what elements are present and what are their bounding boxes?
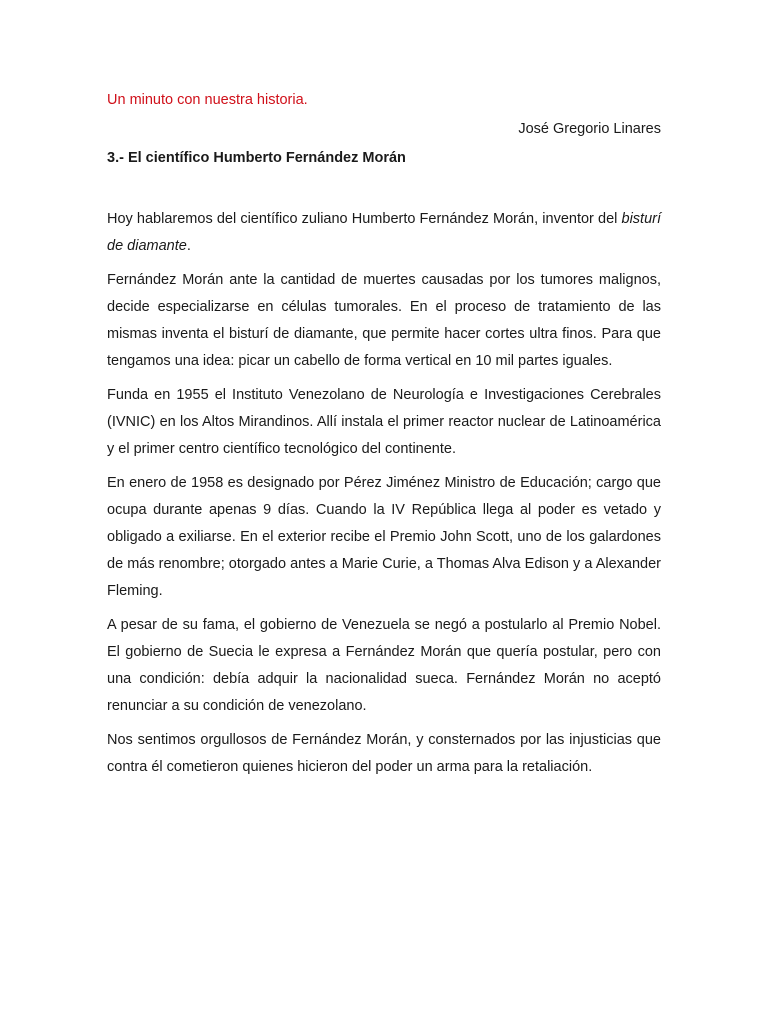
paragraph: Fernández Morán ante la cantidad de muertes causadas por los tumores malignos, decide especializarse en células tumorales. En el proceso de tratamiento de las mismas inventa el bisturí de diamante, que permite hacer cortes ultra finos. Para que tengamos una idea: picar un cabello de forma vertical en 10 mil partes iguales.	[107, 272, 661, 369]
author-name: José Gregorio Linares	[518, 121, 661, 137]
document-page	[107, 88, 661, 788]
article-body	[107, 206, 661, 781]
paragraph: Funda en 1955 el Instituto Venezolano de Neurología e Investigaciones Cerebrales (IVNIC) en los Altos Mirandinos. Allí instala el primer reactor nuclear de Latinoamérica y el primer centro científico tecnológico del continente.	[107, 387, 661, 457]
paragraph: En enero de 1958 es designado por Pérez Jiménez Ministro de Educación; cargo que ocupa durante apenas 9 días. Cuando la IV República llega al poder es vetado y obligado a exiliarse. En el exterior recibe el Premio John Scott, uno de los galardones de más renombre; otorgado antes a Marie Curie, a Thomas Alva Edison y a Alexander Fleming.	[107, 475, 661, 599]
series-title: Un minuto con nuestra historia.	[107, 92, 308, 108]
paragraph: A pesar de su fama, el gobierno de Venezuela se negó a postularlo al Premio Nobel. El gobierno de Suecia le expresa a Fernández Morán que quería postular, pero con una condición: debía adquir la nacionalidad sueca. Fernández Morán no aceptó renunciar a su condición de venezolano.	[107, 617, 661, 714]
paragraph: Nos sentimos orgullosos de Fernández Morán, y consternados por las injusticias que contra él cometieron quienes hicieron del poder un arma para la retaliación.	[107, 732, 661, 775]
intro-paragraph	[107, 206, 661, 260]
intro-emphasis: bisturí de diamante	[107, 211, 661, 254]
article-title: 3.- El científico Humberto Fernández Morán	[107, 150, 406, 166]
intro-text: Hoy hablaremos del científico zuliano Humberto Fernández Morán, inventor del	[107, 211, 622, 227]
intro-end: .	[186, 238, 191, 254]
